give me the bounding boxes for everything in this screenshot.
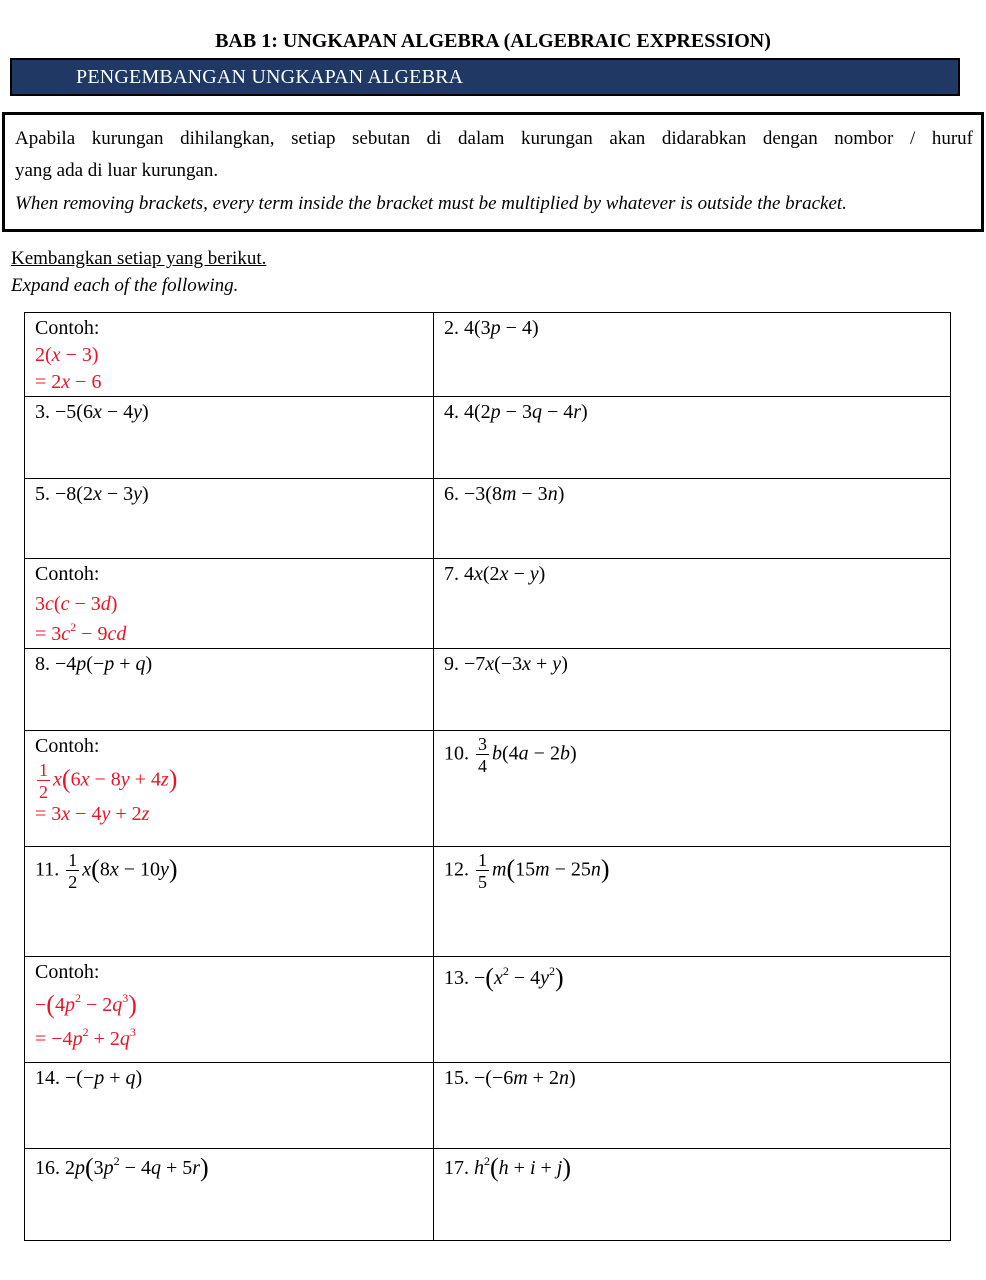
table-row	[25, 313, 951, 397]
section-banner: PENGEMBANGAN UNGKAPAN ALGEBRA	[10, 58, 960, 96]
example-2-question: 3c(c − 3d)	[35, 593, 118, 615]
question-12: 12. $\frac{1}{5}$ m(15m − 25n)	[444, 850, 610, 892]
question-number: 17.	[444, 1157, 469, 1179]
question-8: 8. −4p(−p + q)	[35, 653, 153, 675]
example-cell-2[interactable]	[25, 559, 434, 649]
question-number: 7.	[444, 563, 459, 585]
question-cell-16[interactable]	[25, 1149, 434, 1241]
table-row	[25, 559, 951, 649]
question-number: 12.	[444, 858, 469, 881]
table-row	[25, 397, 951, 479]
instruction-english: Expand each of the following.	[11, 275, 239, 296]
instruction-malay: Kembangkan setiap yang berikut.	[11, 248, 267, 269]
question-cell-11[interactable]	[25, 847, 434, 957]
table-row	[25, 847, 951, 957]
chapter-title: BAB 1: UNGKAPAN ALGEBRA (ALGEBRAIC EXPRESSION)	[215, 30, 771, 52]
question-cell-13[interactable]	[434, 957, 951, 1063]
question-6: 6. −3(8m − 3n)	[444, 483, 565, 505]
fraction-one-half: $\frac{1}{2}$	[68, 850, 78, 892]
exercise-table	[24, 312, 951, 1241]
table-row	[25, 731, 951, 847]
example-3-question: $\frac{1}{2}$ x(6x − 8y + 4z)	[39, 760, 178, 802]
question-13: 13. $-(x^2 - 4y^2)$	[444, 963, 564, 992]
question-10: 10. $\frac{3}{4}$ b(4a − 2b)	[444, 734, 577, 776]
question-17: 17. $h^2(h + i + j)$	[444, 1153, 572, 1182]
question-cell-7[interactable]	[434, 559, 951, 649]
question-cell-2[interactable]	[434, 313, 951, 397]
question-cell-17[interactable]	[434, 1149, 951, 1241]
question-number: 14.	[35, 1067, 60, 1089]
example-label: Contoh:	[35, 563, 100, 585]
example-cell-1[interactable]	[25, 313, 434, 397]
question-cell-8[interactable]	[25, 649, 434, 731]
question-number: 3.	[35, 401, 50, 423]
example-2-answer: = $3c^2 - 9cd$	[35, 620, 127, 645]
table-row	[25, 1149, 951, 1241]
question-3: 3. −5(6x − 4y)	[35, 401, 149, 423]
table-row	[25, 1063, 951, 1149]
question-cell-9[interactable]	[434, 649, 951, 731]
question-4: 4. 4(2p − 3q − 4r)	[444, 401, 588, 423]
question-cell-6[interactable]	[434, 479, 951, 559]
example-label: Contoh:	[35, 735, 100, 757]
table-row	[25, 649, 951, 731]
example-label: Contoh:	[35, 317, 100, 339]
example-1-answer: = 2x − 6	[35, 371, 102, 393]
fraction-one-half: $\frac{1}{2}$	[39, 760, 48, 802]
example-cell-3[interactable]	[25, 731, 434, 847]
fraction-three-quarters: $\frac{3}{4}$	[478, 734, 487, 776]
question-number: 6.	[444, 483, 459, 505]
question-number: 2.	[444, 317, 459, 339]
question-number: 15.	[444, 1067, 469, 1089]
example-label: Contoh:	[35, 961, 100, 983]
question-number: 11.	[35, 858, 60, 881]
rule-box	[2, 112, 984, 232]
question-number: 4.	[444, 401, 459, 423]
question-cell-5[interactable]	[25, 479, 434, 559]
question-cell-3[interactable]	[25, 397, 434, 479]
fraction-one-fifth: $\frac{1}{5}$	[478, 850, 487, 892]
rule-english: When removing brackets, every term inside the bracket must be multiplied by whatever is outside the bracket.	[15, 193, 847, 214]
example-1-question: 2(x − 3)	[35, 344, 99, 366]
question-number: 13.	[444, 967, 469, 989]
question-11: 11. $\frac{1}{2}$ x(8x − 10y)	[35, 850, 178, 892]
question-7: 7. 4x(2x − y)	[444, 563, 546, 585]
question-cell-4[interactable]	[434, 397, 951, 479]
table-row	[25, 957, 951, 1063]
table-row	[25, 479, 951, 559]
question-number: 9.	[444, 653, 459, 675]
question-14: 14. −(−p + q)	[35, 1067, 143, 1089]
question-cell-15[interactable]	[434, 1063, 951, 1149]
question-number: 10.	[444, 742, 469, 765]
example-4-answer: = $-4p^2 + 2q^3$	[35, 1025, 136, 1050]
question-16: 16. $2p(3p^2 - 4q + 5r)$	[35, 1153, 209, 1182]
question-cell-14[interactable]	[25, 1063, 434, 1149]
question-cell-10[interactable]	[434, 731, 951, 847]
example-cell-4[interactable]	[25, 957, 434, 1063]
question-9: 9. −7x(−3x + y)	[444, 653, 568, 675]
question-number: 16.	[35, 1157, 60, 1179]
question-number: 8.	[35, 653, 50, 675]
question-5: 5. −8(2x − 3y)	[35, 483, 149, 505]
rule-malay-line-2: yang ada di luar kurungan.	[15, 160, 219, 181]
question-15: 15. −(−6m + 2n)	[444, 1067, 576, 1089]
question-2: 2. 4(3p − 4)	[444, 317, 539, 339]
example-3-answer: = 3x − 4y + 2z	[35, 803, 150, 825]
question-cell-12[interactable]	[434, 847, 951, 957]
rule-malay-line-1: Apabila kurungan dihilangkan, setiap sebutan di dalam kurungan akan didarabkan dengan nombor / huruf	[15, 128, 973, 149]
example-4-question: $-(4p^2 - 2q^3)$	[35, 990, 137, 1019]
question-number: 5.	[35, 483, 50, 505]
